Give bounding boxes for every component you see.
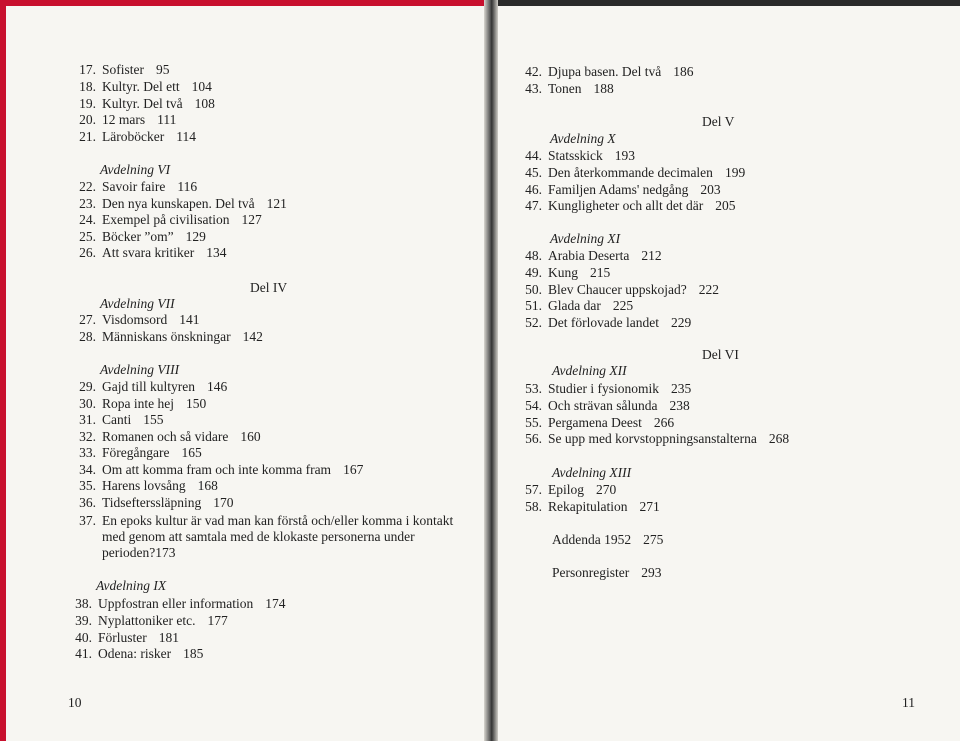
- toc-entry: [70, 179, 197, 195]
- toc-entry: [70, 412, 164, 428]
- entry-page: 293: [641, 565, 662, 580]
- entry-title: Den nya kunskapen. Del två: [102, 195, 255, 211]
- entry-number: 19.: [79, 95, 96, 111]
- entry-page: 121: [266, 195, 287, 211]
- entry-page: 271: [639, 499, 660, 514]
- entry-title: Människans önskningar: [102, 329, 231, 344]
- toc-entry: [70, 112, 176, 128]
- entry-title: Och strävan sålunda: [548, 397, 658, 413]
- toc-entry: [70, 495, 234, 511]
- entry-number: 50.: [525, 281, 542, 297]
- page-number: 11: [902, 695, 915, 710]
- entry-number: 53.: [525, 381, 542, 396]
- register-entry: [552, 565, 661, 581]
- entry-title: Kultyr. Del ett: [102, 78, 180, 94]
- entry-number: 31.: [79, 412, 96, 427]
- toc-entry: [516, 431, 789, 447]
- entry-number: 47.: [525, 198, 542, 214]
- entry-title: Odena: risker: [98, 646, 172, 662]
- entry-title-end: perioden?: [102, 545, 156, 560]
- entry-number: 27.: [79, 312, 96, 327]
- toc-entry: [70, 129, 196, 145]
- entry-title: Visdomsord: [102, 312, 168, 327]
- entry-page: 127: [241, 212, 262, 228]
- entry-page: 266: [653, 414, 675, 430]
- entry-number: 37.: [79, 513, 96, 528]
- entry-page: 173: [155, 545, 176, 560]
- entry-page: 170: [213, 494, 234, 510]
- entry-number: 45.: [525, 164, 542, 180]
- entry-title: Studier i fysionomik: [548, 381, 659, 396]
- section-heading: Avdelning XI: [550, 231, 621, 246]
- part-heading: Del VI: [702, 347, 739, 362]
- entry-page: 108: [194, 95, 215, 111]
- toc-entry: [516, 148, 635, 164]
- entry-number: 42.: [525, 64, 542, 79]
- entry-number: 21.: [79, 129, 96, 145]
- entry-page: 181: [158, 629, 179, 645]
- entry-number: 40.: [75, 629, 92, 645]
- entry-title: Canti: [102, 412, 132, 427]
- entry-page: 104: [191, 78, 212, 94]
- toc-entry: [66, 613, 228, 629]
- entry-title: Den återkommande decimalen: [548, 164, 713, 180]
- entry-page: 185: [183, 646, 204, 662]
- entry-title: En epoks kultur är vad man kan förstå och/eller komma i kontakt: [102, 513, 454, 528]
- toc-entry: [516, 265, 610, 281]
- entry-number: 22.: [79, 179, 96, 194]
- entry-number: 56.: [525, 431, 542, 447]
- section-heading: Avdelning XIII: [552, 465, 632, 480]
- entry-title: Ropa inte hej: [102, 395, 174, 411]
- entry-number: 41.: [75, 646, 92, 662]
- entry-number: 18.: [79, 78, 96, 94]
- entry-page: 203: [700, 181, 721, 197]
- toc-entry: [70, 229, 206, 245]
- toc-entry: [516, 248, 662, 264]
- page-number: 10: [68, 695, 82, 710]
- toc-entry: [70, 196, 287, 212]
- entry-number: 55.: [525, 414, 542, 430]
- toc-entry: [516, 64, 693, 80]
- entry-page: 129: [185, 228, 206, 244]
- entry-number: 24.: [79, 212, 96, 228]
- entry-title: Nyplattoniker etc.: [98, 612, 196, 628]
- entry-number: 28.: [79, 329, 96, 344]
- entry-title: Blev Chaucer uppskojad?: [548, 281, 687, 297]
- toc-entry: [70, 396, 206, 412]
- entry-title: Se upp med korvstoppningsanstalterna: [548, 431, 757, 447]
- part-heading: Del V: [702, 114, 735, 129]
- toc-entry: [516, 415, 674, 431]
- entry-title: Kultyr. Del två: [102, 95, 183, 111]
- entry-title: Kungligheter och allt det där: [548, 198, 704, 214]
- entry-title: Glada dar: [548, 298, 601, 314]
- entry-number: 23.: [79, 195, 96, 211]
- toc-entry: [66, 596, 285, 612]
- toc-entry: [70, 212, 262, 228]
- entry-title: Sofister: [102, 62, 144, 77]
- entry-page: 134: [206, 245, 227, 261]
- toc-entry: [70, 379, 227, 395]
- entry-title: Kung: [548, 264, 578, 280]
- entry-number: 33.: [79, 445, 96, 460]
- entry-number: 51.: [525, 298, 542, 314]
- entry-number: 48.: [525, 248, 542, 263]
- entry-page: 186: [673, 64, 694, 79]
- entry-title: Statsskick: [548, 148, 603, 163]
- toc-entry: [70, 79, 212, 95]
- entry-number: 32.: [79, 428, 96, 444]
- entry-number: 43.: [525, 81, 542, 96]
- entry-page: 168: [197, 478, 218, 493]
- toc-entry: [516, 398, 690, 414]
- toc-entry: [516, 499, 660, 515]
- section-heading: Avdelning VIII: [100, 362, 180, 377]
- toc-entry: [70, 96, 215, 112]
- entry-title: Gajd till kultyren: [102, 379, 195, 394]
- entry-page: 160: [240, 428, 261, 444]
- entry-title: Tonen: [548, 81, 582, 96]
- entry-page: 275: [643, 532, 664, 547]
- entry-page: 111: [157, 112, 177, 128]
- entry-page: 225: [612, 298, 634, 314]
- toc-entry: [516, 381, 691, 397]
- entry-page: 205: [715, 198, 736, 214]
- toc-entry: [70, 329, 263, 345]
- entry-page: 193: [614, 148, 636, 163]
- toc-entry: [70, 462, 363, 478]
- entry-number: 54.: [525, 397, 542, 413]
- toc-entry: [516, 482, 616, 498]
- toc-entry: [516, 182, 721, 198]
- entry-page: 268: [768, 431, 790, 447]
- entry-title: Familjen Adams' nedgång: [548, 181, 689, 197]
- entry-page: 116: [177, 179, 198, 194]
- toc-entry: [516, 315, 691, 331]
- toc-entry: [70, 429, 261, 445]
- entry-page: 165: [181, 445, 202, 460]
- toc-entry: [516, 81, 614, 97]
- entry-title: Läroböcker: [102, 129, 165, 145]
- entry-title-continued: med genom att samtala med de klokaste personerna under: [102, 529, 415, 544]
- toc-entry: [66, 630, 179, 646]
- entry-number: 17.: [79, 62, 96, 77]
- toc-entry: [516, 282, 719, 298]
- addenda-entry: [552, 532, 663, 548]
- entry-title: Addenda 1952: [552, 532, 632, 547]
- entry-title: Savoir faire: [102, 179, 166, 194]
- entry-title: Harens lovsång: [102, 478, 186, 493]
- toc-entry: [70, 445, 202, 461]
- entry-page: 167: [343, 461, 364, 477]
- section-heading: Avdelning X: [550, 131, 616, 146]
- entry-title: Arabia Deserta: [548, 248, 630, 263]
- entry-number: 34.: [79, 461, 96, 477]
- entry-number: 58.: [525, 499, 542, 514]
- entry-number: 29.: [79, 379, 96, 394]
- entry-title-continued: [102, 545, 175, 561]
- entry-number: 38.: [75, 596, 92, 611]
- entry-number: 44.: [525, 148, 542, 163]
- toc-entry: [516, 165, 745, 181]
- book-gutter: [484, 0, 498, 741]
- entry-number: 30.: [79, 395, 96, 411]
- entry-title: Pergamena Deest: [548, 414, 642, 430]
- toc-entry: [70, 478, 218, 494]
- entry-title: Tidsefterssläpning: [102, 494, 202, 510]
- toc-entry: [70, 62, 170, 78]
- entry-page: 238: [669, 397, 690, 413]
- entry-page: 229: [670, 315, 692, 331]
- section-heading: Avdelning IX: [96, 578, 167, 593]
- entry-page: 235: [671, 381, 692, 396]
- section-heading: Avdelning VI: [100, 162, 171, 177]
- entry-number: 26.: [79, 245, 96, 261]
- entry-page: 199: [724, 164, 746, 180]
- entry-page: 146: [206, 379, 228, 394]
- entry-page: 141: [179, 312, 200, 327]
- entry-number: 39.: [75, 612, 92, 628]
- entry-number: 46.: [525, 181, 542, 197]
- toc-entry: [70, 513, 453, 529]
- entry-title: Förluster: [98, 629, 147, 645]
- entry-number: 49.: [525, 264, 542, 280]
- entry-page: 212: [641, 248, 662, 263]
- entry-page: 215: [590, 264, 611, 280]
- entry-title: 12 mars: [102, 112, 146, 128]
- entry-title: Personregister: [552, 565, 630, 580]
- toc-entry: [516, 198, 735, 214]
- entry-page: 114: [176, 129, 196, 145]
- entry-number: 25.: [79, 228, 96, 244]
- entry-title: Rekapitulation: [548, 499, 628, 514]
- entry-title: Det förlovade landet: [548, 315, 659, 331]
- toc-entry: [70, 245, 226, 261]
- entry-number: 36.: [79, 494, 96, 510]
- entry-page: 188: [593, 81, 614, 96]
- entry-page: 155: [143, 412, 164, 427]
- entry-page: 222: [698, 281, 719, 297]
- entry-title: Romanen och så vidare: [102, 428, 229, 444]
- toc-entry: [66, 646, 203, 662]
- entry-title: Om att komma fram och inte komma fram: [102, 461, 332, 477]
- entry-page: 150: [185, 395, 207, 411]
- entry-number: 57.: [525, 482, 542, 497]
- section-heading: Avdelning VII: [100, 296, 175, 311]
- entry-number: 52.: [525, 315, 542, 331]
- entry-title: Att svara kritiker: [102, 245, 195, 261]
- entry-page: 177: [207, 612, 228, 628]
- section-heading: Avdelning XII: [552, 363, 627, 378]
- entry-title: Exempel på civilisation: [102, 212, 230, 228]
- toc-entry: [70, 312, 199, 328]
- entry-number: 35.: [79, 478, 96, 493]
- entry-title: Föregångare: [102, 445, 170, 460]
- part-heading: Del IV: [250, 280, 288, 295]
- entry-page: 142: [242, 329, 263, 344]
- entry-title: Djupa basen. Del två: [548, 64, 662, 79]
- entry-title: Böcker ”om”: [102, 228, 174, 244]
- entry-number: 20.: [79, 112, 96, 128]
- entry-page: 270: [596, 482, 617, 497]
- entry-title: Epilog: [548, 482, 584, 497]
- entry-page: 95: [156, 62, 170, 77]
- entry-title: Uppfostran eller information: [98, 596, 254, 611]
- toc-entry: [516, 298, 633, 314]
- entry-page: 174: [265, 596, 286, 611]
